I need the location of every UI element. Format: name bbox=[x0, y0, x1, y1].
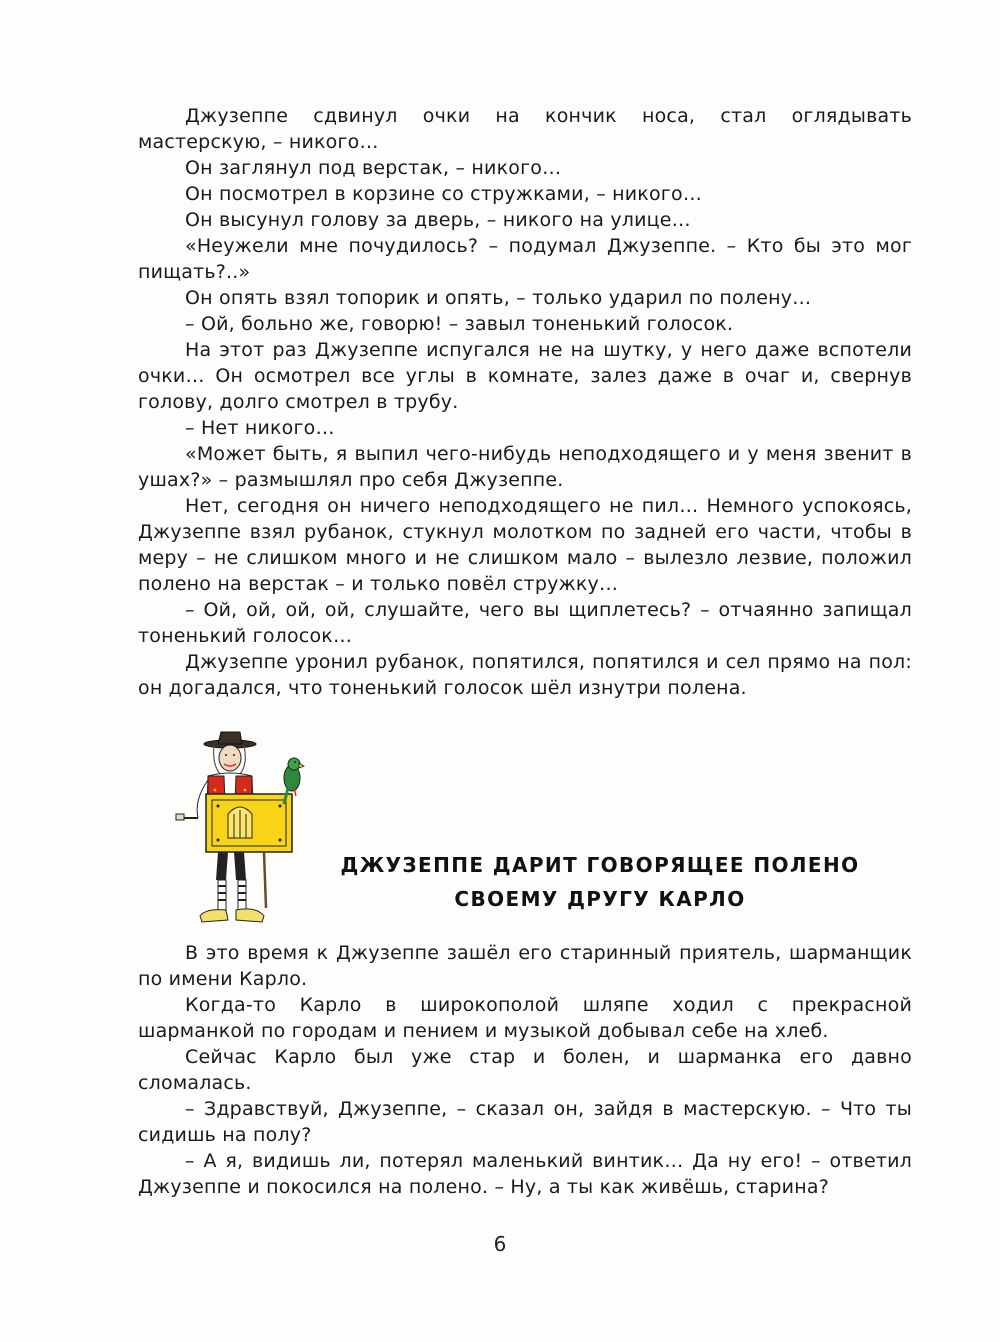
paragraph: Он заглянул под верстак, – никого… bbox=[185, 157, 562, 179]
paragraph: В это время к Джузеппе зашёл его старинный приятель, шарманщик по имени Карло. bbox=[138, 942, 912, 990]
paragraph: – Нет никого… bbox=[185, 417, 335, 439]
striped-stockings bbox=[218, 880, 246, 910]
paragraph: Нет, сегодня он ничего неподходящего не пил… Немного успокоясь, Джузеппе взял рубанок, стукнул молотком по задней его части, чтобы в меру – не слишком много и не слишком мало – вылезло лезвие, положил полено на верстак – и только повёл стружку… bbox=[138, 495, 912, 595]
paragraph: Когда-то Карло в широкополой шляпе ходил с прекрасной шарманкой по городам и пением и музыкой добывал себе на хлеб. bbox=[138, 994, 912, 1042]
chapter-title-line-2: СВОЕМУ ДРУГУ КАРЛО bbox=[454, 887, 746, 911]
parrot-icon bbox=[284, 758, 304, 804]
text-block-bottom bbox=[138, 940, 912, 1200]
page-number: 6 bbox=[493, 1232, 507, 1256]
paragraph: – Здравствуй, Джузеппе, – сказал он, зайдя в мастерскую. – Что ты сидишь на полу? bbox=[138, 1098, 912, 1146]
chapter-title bbox=[330, 848, 870, 916]
paragraph: Он высунул голову за дверь, – никого на улице… bbox=[185, 209, 691, 231]
paragraph: Джузеппе уронил рубанок, попятился, попятился и сел прямо на пол: он догадался, что тоненький голосок шёл изнутри полена. bbox=[138, 651, 912, 699]
chapter-title-line-1: ДЖУЗЕППЕ ДАРИТ ГОВОРЯЩЕЕ ПОЛЕНО bbox=[340, 853, 860, 877]
paragraph: «Неужели мне почудилось? – подумал Джузеппе. – Кто бы это мог пищать?..» bbox=[138, 235, 912, 283]
paragraph: – А я, видишь ли, потерял маленький винтик… Да ну его! – ответил Джузеппе и покосился на полено. – Ну, а ты как живёшь, старина? bbox=[138, 1150, 912, 1198]
barrel-organ-icon bbox=[206, 794, 292, 852]
clogs-icon bbox=[200, 909, 264, 922]
text-block-top bbox=[138, 103, 912, 701]
paragraph: Он посмотрел в корзине со стружками, – никого… bbox=[185, 183, 703, 205]
paragraph: Джузеппе сдвинул очки на кончик носа, стал оглядывать мастерскую, – никого… bbox=[138, 105, 912, 153]
organ-grinder-illustration bbox=[168, 730, 318, 930]
paragraph: Сейчас Карло был уже стар и болен, и шарманка его давно сломалась. bbox=[138, 1046, 912, 1094]
paragraph: «Может быть, я выпил чего-нибудь неподходящего и у меня звенит в ушах?» – размышлял про себя Джузеппе. bbox=[138, 443, 912, 491]
paragraph: – Ой, ой, ой, ой, слушайте, чего вы щиплетесь? – отчаянно запищал тоненький голосок… bbox=[138, 599, 912, 647]
paragraph: – Ой, больно же, говорю! – завыл тоненький голосок. bbox=[185, 313, 734, 335]
paragraph: Он опять взял топорик и опять, – только ударил по полену… bbox=[185, 287, 812, 309]
paragraph: На этот раз Джузеппе испугался не на шутку, у него даже вспотели очки… Он осмотрел все углы в комнате, залез даже в очаг и, свернув голову, долго смотрел в трубу. bbox=[138, 339, 912, 413]
